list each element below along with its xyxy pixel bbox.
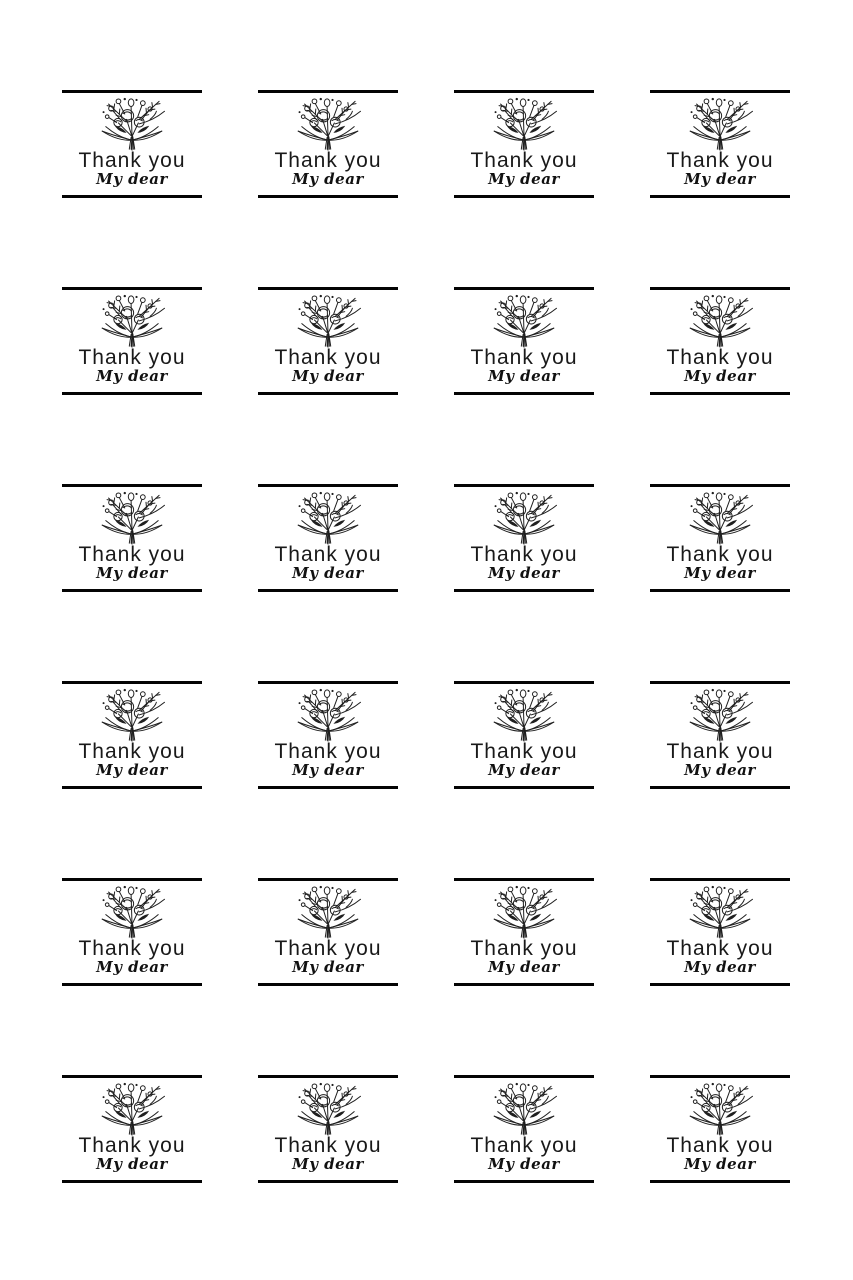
my-dear-text: My dear — [292, 170, 364, 188]
thank-you-label — [62, 878, 202, 986]
wildflower-bouquet-icon — [86, 1080, 178, 1136]
thank-you-label — [650, 90, 790, 198]
my-dear-text: My dear — [292, 367, 364, 385]
wildflower-bouquet-icon — [478, 686, 570, 742]
wildflower-bouquet-icon — [478, 883, 570, 939]
thank-you-label — [62, 287, 202, 395]
thank-you-text: Thank you — [274, 1134, 382, 1157]
thank-you-text: Thank you — [274, 740, 382, 763]
thank-you-label — [650, 287, 790, 395]
thank-you-text: Thank you — [78, 740, 186, 763]
wildflower-bouquet-icon — [674, 95, 766, 151]
my-dear-text: My dear — [96, 1155, 168, 1173]
thank-you-label — [454, 1075, 594, 1183]
my-dear-text: My dear — [96, 761, 168, 779]
label-grid — [62, 90, 790, 1183]
thank-you-label — [454, 484, 594, 592]
wildflower-bouquet-icon — [674, 489, 766, 545]
thank-you-label — [258, 878, 398, 986]
wildflower-bouquet-icon — [674, 1080, 766, 1136]
thank-you-text: Thank you — [666, 346, 774, 369]
wildflower-bouquet-icon — [478, 95, 570, 151]
wildflower-bouquet-icon — [478, 489, 570, 545]
thank-you-label — [62, 681, 202, 789]
thank-you-text: Thank you — [274, 149, 382, 172]
wildflower-bouquet-icon — [674, 686, 766, 742]
my-dear-text: My dear — [684, 367, 756, 385]
thank-you-text: Thank you — [470, 543, 578, 566]
thank-you-text: Thank you — [666, 149, 774, 172]
my-dear-text: My dear — [96, 367, 168, 385]
thank-you-text: Thank you — [78, 937, 186, 960]
thank-you-label — [454, 681, 594, 789]
thank-you-label — [258, 484, 398, 592]
thank-you-text: Thank you — [274, 346, 382, 369]
my-dear-text: My dear — [96, 170, 168, 188]
wildflower-bouquet-icon — [282, 489, 374, 545]
my-dear-text: My dear — [684, 958, 756, 976]
my-dear-text: My dear — [96, 564, 168, 582]
wildflower-bouquet-icon — [674, 883, 766, 939]
wildflower-bouquet-icon — [282, 883, 374, 939]
thank-you-text: Thank you — [666, 543, 774, 566]
wildflower-bouquet-icon — [282, 686, 374, 742]
my-dear-text: My dear — [488, 367, 560, 385]
thank-you-text: Thank you — [470, 1134, 578, 1157]
my-dear-text: My dear — [292, 564, 364, 582]
my-dear-text: My dear — [292, 761, 364, 779]
thank-you-text: Thank you — [470, 937, 578, 960]
thank-you-label — [650, 878, 790, 986]
thank-you-label — [258, 681, 398, 789]
thank-you-label — [258, 1075, 398, 1183]
wildflower-bouquet-icon — [86, 292, 178, 348]
my-dear-text: My dear — [488, 1155, 560, 1173]
wildflower-bouquet-icon — [86, 95, 178, 151]
thank-you-label — [258, 287, 398, 395]
thank-you-label — [650, 484, 790, 592]
thank-you-text: Thank you — [666, 937, 774, 960]
thank-you-label — [454, 878, 594, 986]
thank-you-label — [258, 90, 398, 198]
thank-you-text: Thank you — [666, 1134, 774, 1157]
my-dear-text: My dear — [96, 958, 168, 976]
my-dear-text: My dear — [292, 1155, 364, 1173]
wildflower-bouquet-icon — [86, 686, 178, 742]
my-dear-text: My dear — [488, 564, 560, 582]
thank-you-text: Thank you — [78, 543, 186, 566]
thank-you-label — [454, 90, 594, 198]
wildflower-bouquet-icon — [282, 95, 374, 151]
my-dear-text: My dear — [684, 170, 756, 188]
my-dear-text: My dear — [488, 958, 560, 976]
wildflower-bouquet-icon — [674, 292, 766, 348]
thank-you-text: Thank you — [78, 1134, 186, 1157]
thank-you-text: Thank you — [470, 149, 578, 172]
thank-you-text: Thank you — [78, 346, 186, 369]
thank-you-label — [62, 1075, 202, 1183]
thank-you-label — [454, 287, 594, 395]
thank-you-text: Thank you — [666, 740, 774, 763]
wildflower-bouquet-icon — [282, 1080, 374, 1136]
wildflower-bouquet-icon — [478, 1080, 570, 1136]
thank-you-text: Thank you — [274, 937, 382, 960]
my-dear-text: My dear — [684, 564, 756, 582]
my-dear-text: My dear — [488, 761, 560, 779]
my-dear-text: My dear — [292, 958, 364, 976]
wildflower-bouquet-icon — [478, 292, 570, 348]
thank-you-text: Thank you — [78, 149, 186, 172]
thank-you-label — [650, 1075, 790, 1183]
thank-you-text: Thank you — [470, 740, 578, 763]
wildflower-bouquet-icon — [86, 489, 178, 545]
my-dear-text: My dear — [684, 761, 756, 779]
thank-you-label — [650, 681, 790, 789]
thank-you-label — [62, 90, 202, 198]
thank-you-text: Thank you — [274, 543, 382, 566]
wildflower-bouquet-icon — [86, 883, 178, 939]
my-dear-text: My dear — [684, 1155, 756, 1173]
wildflower-bouquet-icon — [282, 292, 374, 348]
thank-you-label — [62, 484, 202, 592]
thank-you-text: Thank you — [470, 346, 578, 369]
my-dear-text: My dear — [488, 170, 560, 188]
